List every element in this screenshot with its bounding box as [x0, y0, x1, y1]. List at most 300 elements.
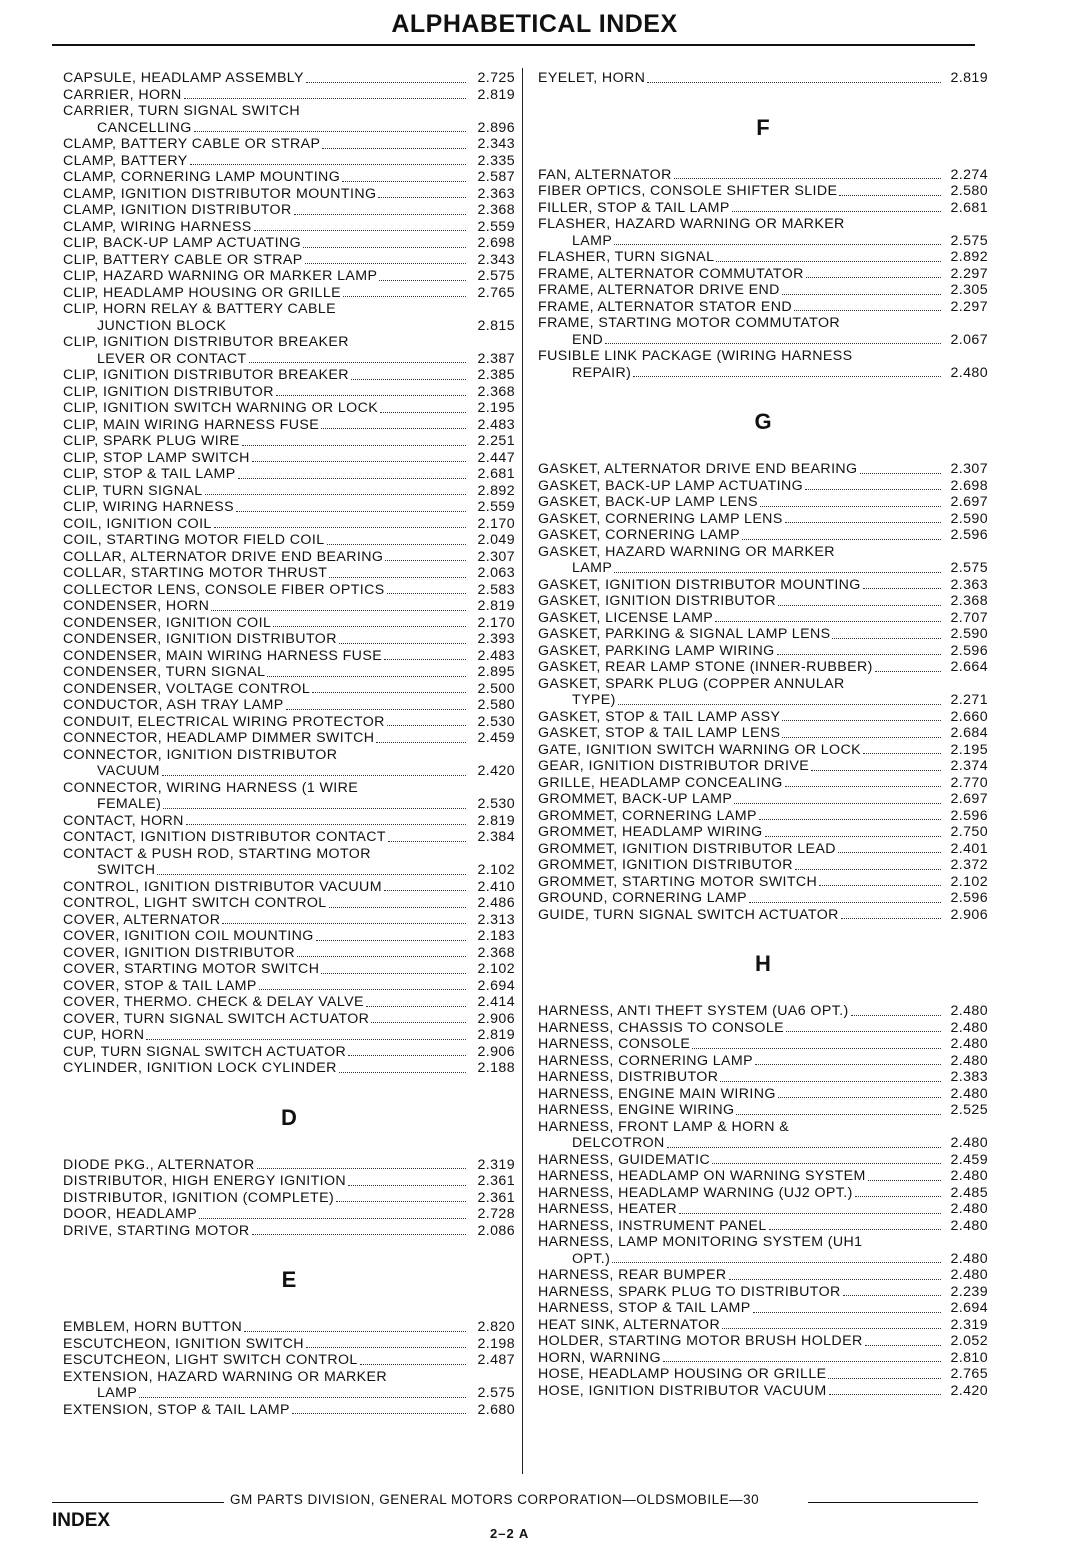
index-entry [538, 742, 988, 759]
entry-page: 2.680 [477, 1401, 515, 1418]
entry-name: CONTACT & PUSH ROD, STARTING MOTOR [63, 845, 371, 862]
index-entry [538, 1102, 988, 1119]
dot-leader [749, 902, 941, 903]
entry-page: 2.770 [950, 774, 988, 791]
dot-leader [292, 1413, 466, 1414]
entry-page: 2.195 [950, 741, 988, 758]
index-entry [538, 348, 988, 365]
dot-leader [841, 918, 941, 919]
dot-leader [614, 244, 941, 245]
entry-page: 2.575 [477, 1385, 515, 1401]
entry-page: 2.372 [950, 857, 988, 873]
entry-name: COLLAR, STARTING MOTOR THRUST [63, 565, 328, 581]
index-entry [538, 1300, 988, 1317]
entry-name: CONNECTOR, IGNITION DISTRIBUTOR [63, 746, 338, 763]
index-entry [538, 167, 988, 184]
index-entry [63, 780, 515, 797]
dot-leader [819, 885, 941, 886]
entry-page: 2.725 [477, 70, 515, 86]
entry-page: 2.307 [477, 548, 515, 565]
dot-leader [860, 473, 942, 474]
entry-page: 2.170 [477, 614, 515, 631]
entry-page: 2.559 [477, 499, 515, 515]
entry-page: 2.420 [950, 1382, 988, 1399]
entry-page: 2.343 [477, 136, 515, 152]
index-entry [538, 1350, 988, 1367]
entry-name: GUIDE, TURN SIGNAL SWITCH ACTUATOR [538, 906, 839, 923]
entry-name: DOOR, HEADLAMP [63, 1206, 198, 1222]
dot-leader [729, 1279, 941, 1280]
entry-name: CLAMP, CORNERING LAMP MOUNTING [63, 169, 341, 185]
entry-name: HOSE, HEADLAMP HOUSING OR GRILLE [538, 1366, 827, 1382]
entry-name: GASKET, BACK-UP LAMP LENS [538, 494, 758, 510]
dot-leader [829, 1394, 941, 1395]
entry-name: HARNESS, ENGINE WIRING [538, 1102, 735, 1118]
entry-page: 2.274 [950, 166, 988, 183]
dot-leader [716, 261, 941, 262]
index-entry [538, 1152, 988, 1169]
dot-leader [618, 704, 941, 705]
entry-name: GASKET, REAR LAMP STONE (INNER-RUBBER) [538, 659, 873, 675]
entry-page: 2.487 [477, 1352, 515, 1368]
dot-leader [782, 737, 941, 738]
entry-page: 2.319 [950, 1316, 988, 1333]
entry-name: CLIP, IGNITION DISTRIBUTOR BREAKER [63, 367, 349, 383]
entry-page: 2.102 [477, 961, 515, 977]
entry-page: 2.765 [950, 1366, 988, 1382]
index-entry [63, 961, 515, 978]
entry-name: CAPSULE, HEADLAMP ASSEMBLY [63, 70, 304, 86]
entry-page: 2.765 [477, 284, 515, 301]
dot-leader [805, 489, 941, 490]
index-entry [63, 912, 515, 929]
index-entry [63, 450, 515, 467]
index-entry [63, 978, 515, 995]
entry-name: COIL, IGNITION COIL [63, 515, 212, 532]
entry-name: EYELET, HORN [538, 70, 646, 86]
index-entry [63, 384, 515, 401]
dot-leader [371, 1022, 466, 1023]
entry-name: GASKET, BACK-UP LAMP ACTUATING [538, 477, 804, 494]
footer-rule-left [52, 1502, 224, 1503]
spacer [63, 1131, 515, 1157]
entry-page: 2.447 [477, 449, 515, 466]
index-column-left [63, 70, 515, 1418]
dot-leader [366, 1006, 466, 1007]
dot-leader [286, 709, 466, 710]
entry-name: JUNCTION BLOCK [97, 317, 227, 334]
entry-name: HARNESS, FRONT LAMP & HORN & [538, 1118, 790, 1135]
entry-name: LAMP [572, 560, 613, 576]
entry-name: COVER, IGNITION COIL MOUNTING [63, 928, 314, 944]
dot-leader [211, 610, 466, 611]
entry-page: 2.102 [950, 873, 988, 890]
entry-name: GROMMET, IGNITION DISTRIBUTOR LEAD [538, 840, 836, 857]
entry-page: 2.183 [477, 928, 515, 944]
entry-page: 2.063 [477, 565, 515, 581]
entry-name: HARNESS, SPARK PLUG TO DISTRIBUTOR [538, 1283, 841, 1300]
section-letter: F [756, 114, 770, 140]
index-entry [538, 1185, 988, 1202]
dot-leader [273, 626, 466, 627]
dot-leader [838, 852, 941, 853]
dot-leader [321, 428, 466, 429]
dot-leader [238, 478, 466, 479]
dot-leader [162, 775, 466, 776]
entry-name: HORN, WARNING [538, 1349, 661, 1366]
dot-leader [785, 522, 941, 523]
dot-leader [205, 494, 466, 495]
entry-page: 2.307 [950, 461, 988, 477]
entry-page: 2.819 [477, 1027, 515, 1043]
index-entry [63, 697, 515, 714]
entry-page: 2.530 [477, 713, 515, 730]
dot-leader [303, 247, 466, 248]
index-entry [63, 136, 515, 153]
entry-page: 2.892 [477, 482, 515, 499]
index-entry [538, 1119, 988, 1136]
entry-page: 2.575 [950, 560, 988, 576]
entry-page: 2.480 [950, 1168, 988, 1184]
entry-page: 2.297 [950, 265, 988, 282]
entry-page: 2.660 [950, 708, 988, 725]
entry-name: GROMMET, STARTING MOTOR SWITCH [538, 873, 818, 890]
dot-leader [305, 263, 466, 264]
entry-page: 2.384 [477, 829, 515, 845]
dot-leader [259, 989, 466, 990]
entry-page: 2.343 [477, 251, 515, 268]
dot-leader [379, 280, 466, 281]
dot-leader [376, 742, 466, 743]
entry-name: COIL, STARTING MOTOR FIELD COIL [63, 532, 325, 548]
index-entry [538, 1168, 988, 1185]
dot-leader [843, 1295, 941, 1296]
entry-name: CLIP, MAIN WIRING HARNESS FUSE [63, 416, 320, 433]
dot-leader [199, 1218, 466, 1219]
dot-leader [832, 638, 941, 639]
dot-leader [753, 1312, 941, 1313]
index-entry [63, 252, 515, 269]
index-entry [538, 824, 988, 841]
entry-name: CONTROL, IGNITION DISTRIBUTOR VACUUM [63, 878, 382, 895]
entry-name: EMBLEM, HORN BUTTON [63, 1319, 243, 1335]
entry-name: FRAME, ALTERNATOR DRIVE END [538, 282, 780, 298]
spacer [538, 435, 988, 461]
index-entry [538, 1234, 988, 1251]
entry-page: 2.297 [950, 298, 988, 315]
index-entry [538, 610, 988, 627]
entry-name: HARNESS, CONSOLE [538, 1036, 691, 1052]
entry-page: 2.251 [477, 433, 515, 449]
entry-name: COVER, IGNITION DISTRIBUTOR [63, 944, 296, 961]
index-entry [63, 1352, 515, 1369]
entry-name: GROUND, CORNERING LAMP [538, 890, 748, 906]
entry-page: 2.363 [477, 185, 515, 202]
entry-name: FILLER, STOP & TAIL LAMP [538, 199, 730, 216]
index-entry [538, 1333, 988, 1350]
entry-name: CLIP, STOP LAMP SWITCH [63, 449, 250, 466]
index-entry [63, 681, 515, 698]
entry-name: GASKET, PARKING LAMP WIRING [538, 642, 775, 659]
index-entry [538, 494, 988, 511]
index-entry [63, 664, 515, 681]
entry-page: 2.895 [477, 664, 515, 680]
index-entry [63, 565, 515, 582]
entry-page: 2.052 [950, 1333, 988, 1349]
dot-leader [360, 1364, 466, 1365]
entry-page: 2.410 [477, 878, 515, 895]
entry-page: 2.596 [950, 807, 988, 824]
entry-page: 2.525 [950, 1102, 988, 1118]
index-entry [538, 299, 988, 316]
entry-page: 2.697 [950, 791, 988, 807]
dot-leader [679, 1213, 941, 1214]
dot-leader [257, 1168, 466, 1169]
entry-page: 2.414 [477, 994, 515, 1010]
dot-leader [855, 1196, 941, 1197]
section-letter: H [755, 951, 771, 976]
index-entry [63, 1319, 515, 1336]
index-entry [63, 70, 515, 87]
entry-page: 2.906 [477, 1043, 515, 1060]
dot-leader [329, 907, 466, 908]
entry-page: 2.313 [477, 911, 515, 928]
page-title: ALPHABETICAL INDEX [391, 10, 678, 38]
entry-page: 2.049 [477, 532, 515, 548]
dot-leader [327, 544, 466, 545]
entry-name: DISTRIBUTOR, IGNITION (COMPLETE) [63, 1189, 335, 1206]
entry-name: HARNESS, HEATER [538, 1201, 677, 1217]
entry-page: 2.819 [477, 598, 515, 614]
entry-page: 2.596 [950, 642, 988, 659]
entry-name: CONDENSER, IGNITION DISTRIBUTOR [63, 631, 337, 647]
entry-page: 2.820 [477, 1319, 515, 1335]
dot-leader [811, 770, 941, 771]
entry-page: 2.596 [950, 527, 988, 543]
index-entry [63, 648, 515, 665]
entry-name: HARNESS, CORNERING LAMP [538, 1052, 753, 1069]
dot-leader [778, 1097, 941, 1098]
dot-leader [778, 605, 941, 606]
dot-leader [329, 577, 466, 578]
entry-page: 2.698 [950, 477, 988, 494]
index-entry [538, 857, 988, 874]
index-entry [538, 709, 988, 726]
entry-page: 2.480 [950, 1135, 988, 1151]
index-entry [63, 400, 515, 417]
dot-leader [186, 824, 466, 825]
entry-name: ESCUTCHEON, LIGHT SWITCH CONTROL [63, 1352, 358, 1368]
dot-leader [384, 890, 466, 891]
dot-leader [348, 1055, 466, 1056]
dot-leader [720, 1081, 941, 1082]
entry-name: FUSIBLE LINK PACKAGE (WIRING HARNESS [538, 348, 853, 364]
dot-leader [759, 819, 941, 820]
index-entry [63, 813, 515, 830]
entry-name: COVER, ALTERNATOR [63, 911, 221, 928]
index-entry [538, 1317, 988, 1334]
entry-name: CLAMP, BATTERY CABLE OR STRAP [63, 136, 321, 152]
dot-leader [312, 692, 466, 693]
dot-leader [254, 230, 466, 231]
entry-name: TYPE) [572, 692, 616, 708]
entry-page: 2.480 [950, 1267, 988, 1283]
dot-leader [760, 506, 941, 507]
entry-page: 2.819 [950, 70, 988, 86]
entry-name: CANCELLING [97, 119, 192, 136]
entry-name: CLAMP, IGNITION DISTRIBUTOR [63, 202, 292, 218]
entry-page: 2.480 [950, 1036, 988, 1052]
dot-leader [384, 659, 466, 660]
entry-page: 2.188 [477, 1060, 515, 1076]
entry-name: GASKET, HAZARD WARNING OR MARKER [538, 543, 835, 560]
index-entry [63, 433, 515, 450]
index-entry [63, 1402, 515, 1419]
entry-name: HARNESS, DISTRIBUTOR [538, 1069, 719, 1085]
index-entry [63, 268, 515, 285]
entry-name: GASKET, LICENSE LAMP [538, 609, 714, 626]
dot-leader [674, 178, 941, 179]
entry-name: CLIP, TURN SIGNAL [63, 482, 203, 499]
dot-leader [306, 1347, 466, 1348]
index-entry [63, 103, 515, 120]
entry-page: 2.067 [950, 331, 988, 348]
index-entry [63, 1011, 515, 1028]
entry-page: 2.530 [477, 796, 515, 812]
entry-name: CARRIER, HORN [63, 86, 182, 103]
index-entry [63, 1223, 515, 1240]
entry-page: 2.387 [477, 350, 515, 367]
index-entry [63, 1190, 515, 1207]
index-entry [538, 183, 988, 200]
index-entry [63, 153, 515, 170]
index-entry [63, 1157, 515, 1174]
entry-page: 2.170 [477, 515, 515, 532]
index-entry [63, 235, 515, 252]
index-entry [538, 282, 988, 299]
entry-name: CLIP, HAZARD WARNING OR MARKER LAMP [63, 268, 378, 284]
index-entry [538, 577, 988, 594]
index-entry-continuation [63, 763, 515, 780]
entry-page: 2.393 [477, 631, 515, 647]
index-entry [538, 1053, 988, 1070]
index-entry-continuation [63, 796, 515, 813]
section-letter: E [281, 1267, 297, 1292]
entry-name: GASKET, PARKING & SIGNAL LAMP LENS [538, 626, 831, 642]
index-entry [63, 714, 515, 731]
index-entry [63, 928, 515, 945]
entry-name: GASKET, IGNITION DISTRIBUTOR MOUNTING [538, 576, 861, 593]
entry-page: 2.319 [477, 1156, 515, 1173]
dot-leader [605, 343, 941, 344]
entry-page: 2.368 [477, 383, 515, 400]
entry-name: LAMP [97, 1385, 138, 1401]
dot-leader [184, 98, 466, 99]
dot-leader [378, 197, 466, 198]
entry-page: 2.459 [477, 730, 515, 746]
entry-name: GEAR, IGNITION DISTRIBUTOR DRIVE [538, 758, 810, 774]
entry-name: COVER, STOP & TAIL LAMP [63, 977, 257, 994]
index-entry [63, 730, 515, 747]
index-column-right [538, 70, 988, 1399]
entry-page: 2.707 [950, 609, 988, 626]
dot-leader [865, 1345, 941, 1346]
dot-leader [252, 461, 466, 462]
dot-leader [252, 1234, 466, 1235]
index-entry [63, 202, 515, 219]
entry-name: FRAME, ALTERNATOR COMMUTATOR [538, 265, 804, 282]
index-entry [63, 516, 515, 533]
index-entry [63, 301, 515, 318]
entry-page: 2.271 [950, 692, 988, 708]
index-entry [538, 1003, 988, 1020]
index-entry [63, 483, 515, 500]
entry-name: CONTACT, IGNITION DISTRIBUTOR CONTACT [63, 829, 386, 845]
index-entry [538, 200, 988, 217]
dot-leader [782, 720, 941, 721]
dot-leader [794, 310, 941, 311]
spacer [538, 141, 988, 167]
dot-leader [339, 1072, 466, 1073]
index-entry [538, 676, 988, 693]
entry-name: HARNESS, HEADLAMP ON WARNING SYSTEM [538, 1168, 866, 1184]
entry-page: 2.480 [950, 1201, 988, 1217]
index-entry [63, 747, 515, 764]
dot-leader [734, 803, 941, 804]
dot-leader [316, 940, 466, 941]
column-divider [522, 68, 523, 1474]
spacer [63, 1239, 515, 1267]
index-entry [63, 598, 515, 615]
index-entry-continuation [63, 1385, 515, 1402]
dot-leader [614, 572, 941, 573]
dot-leader [321, 973, 466, 974]
entry-page: 2.575 [477, 268, 515, 284]
entry-name: HARNESS, ANTI THEFT SYSTEM (UA6 OPT.) [538, 1003, 849, 1019]
entry-name: HARNESS, LAMP MONITORING SYSTEM (UH1 [538, 1234, 863, 1250]
dot-leader [146, 1039, 466, 1040]
index-entry-continuation [63, 120, 515, 137]
dot-leader [214, 527, 466, 528]
entry-page: 2.305 [950, 282, 988, 298]
index-entry-continuation [63, 351, 515, 368]
footer-rule-right [808, 1502, 978, 1503]
index-entry [538, 70, 988, 87]
entry-page: 2.361 [477, 1189, 515, 1206]
dot-leader [851, 1015, 941, 1016]
index-entry [538, 1284, 988, 1301]
entry-page: 2.697 [950, 494, 988, 510]
dot-leader [715, 621, 941, 622]
index-entry [63, 994, 515, 1011]
entry-name: VACUUM [97, 763, 160, 779]
entry-page: 2.480 [950, 1019, 988, 1036]
index-entry [538, 907, 988, 924]
dot-leader [786, 1031, 941, 1032]
dot-leader [782, 294, 941, 295]
entry-name: HOLDER, STARTING MOTOR BRUSH HOLDER [538, 1333, 863, 1349]
entry-name: GASKET, STOP & TAIL LAMP ASSY [538, 708, 781, 725]
entry-page: 2.480 [950, 1003, 988, 1019]
entry-name: HEAT SINK, ALTERNATOR [538, 1316, 721, 1333]
index-entry [63, 846, 515, 863]
entry-name: CYLINDER, IGNITION LOCK CYLINDER [63, 1060, 337, 1076]
index-entry [63, 169, 515, 186]
entry-name: CLIP, IGNITION DISTRIBUTOR [63, 383, 274, 400]
entry-name: FAN, ALTERNATOR [538, 166, 672, 183]
entry-name: CLAMP, IGNITION DISTRIBUTOR MOUNTING [63, 185, 377, 202]
entry-name: HARNESS, HEADLAMP WARNING (UJ2 OPT.) [538, 1184, 853, 1201]
